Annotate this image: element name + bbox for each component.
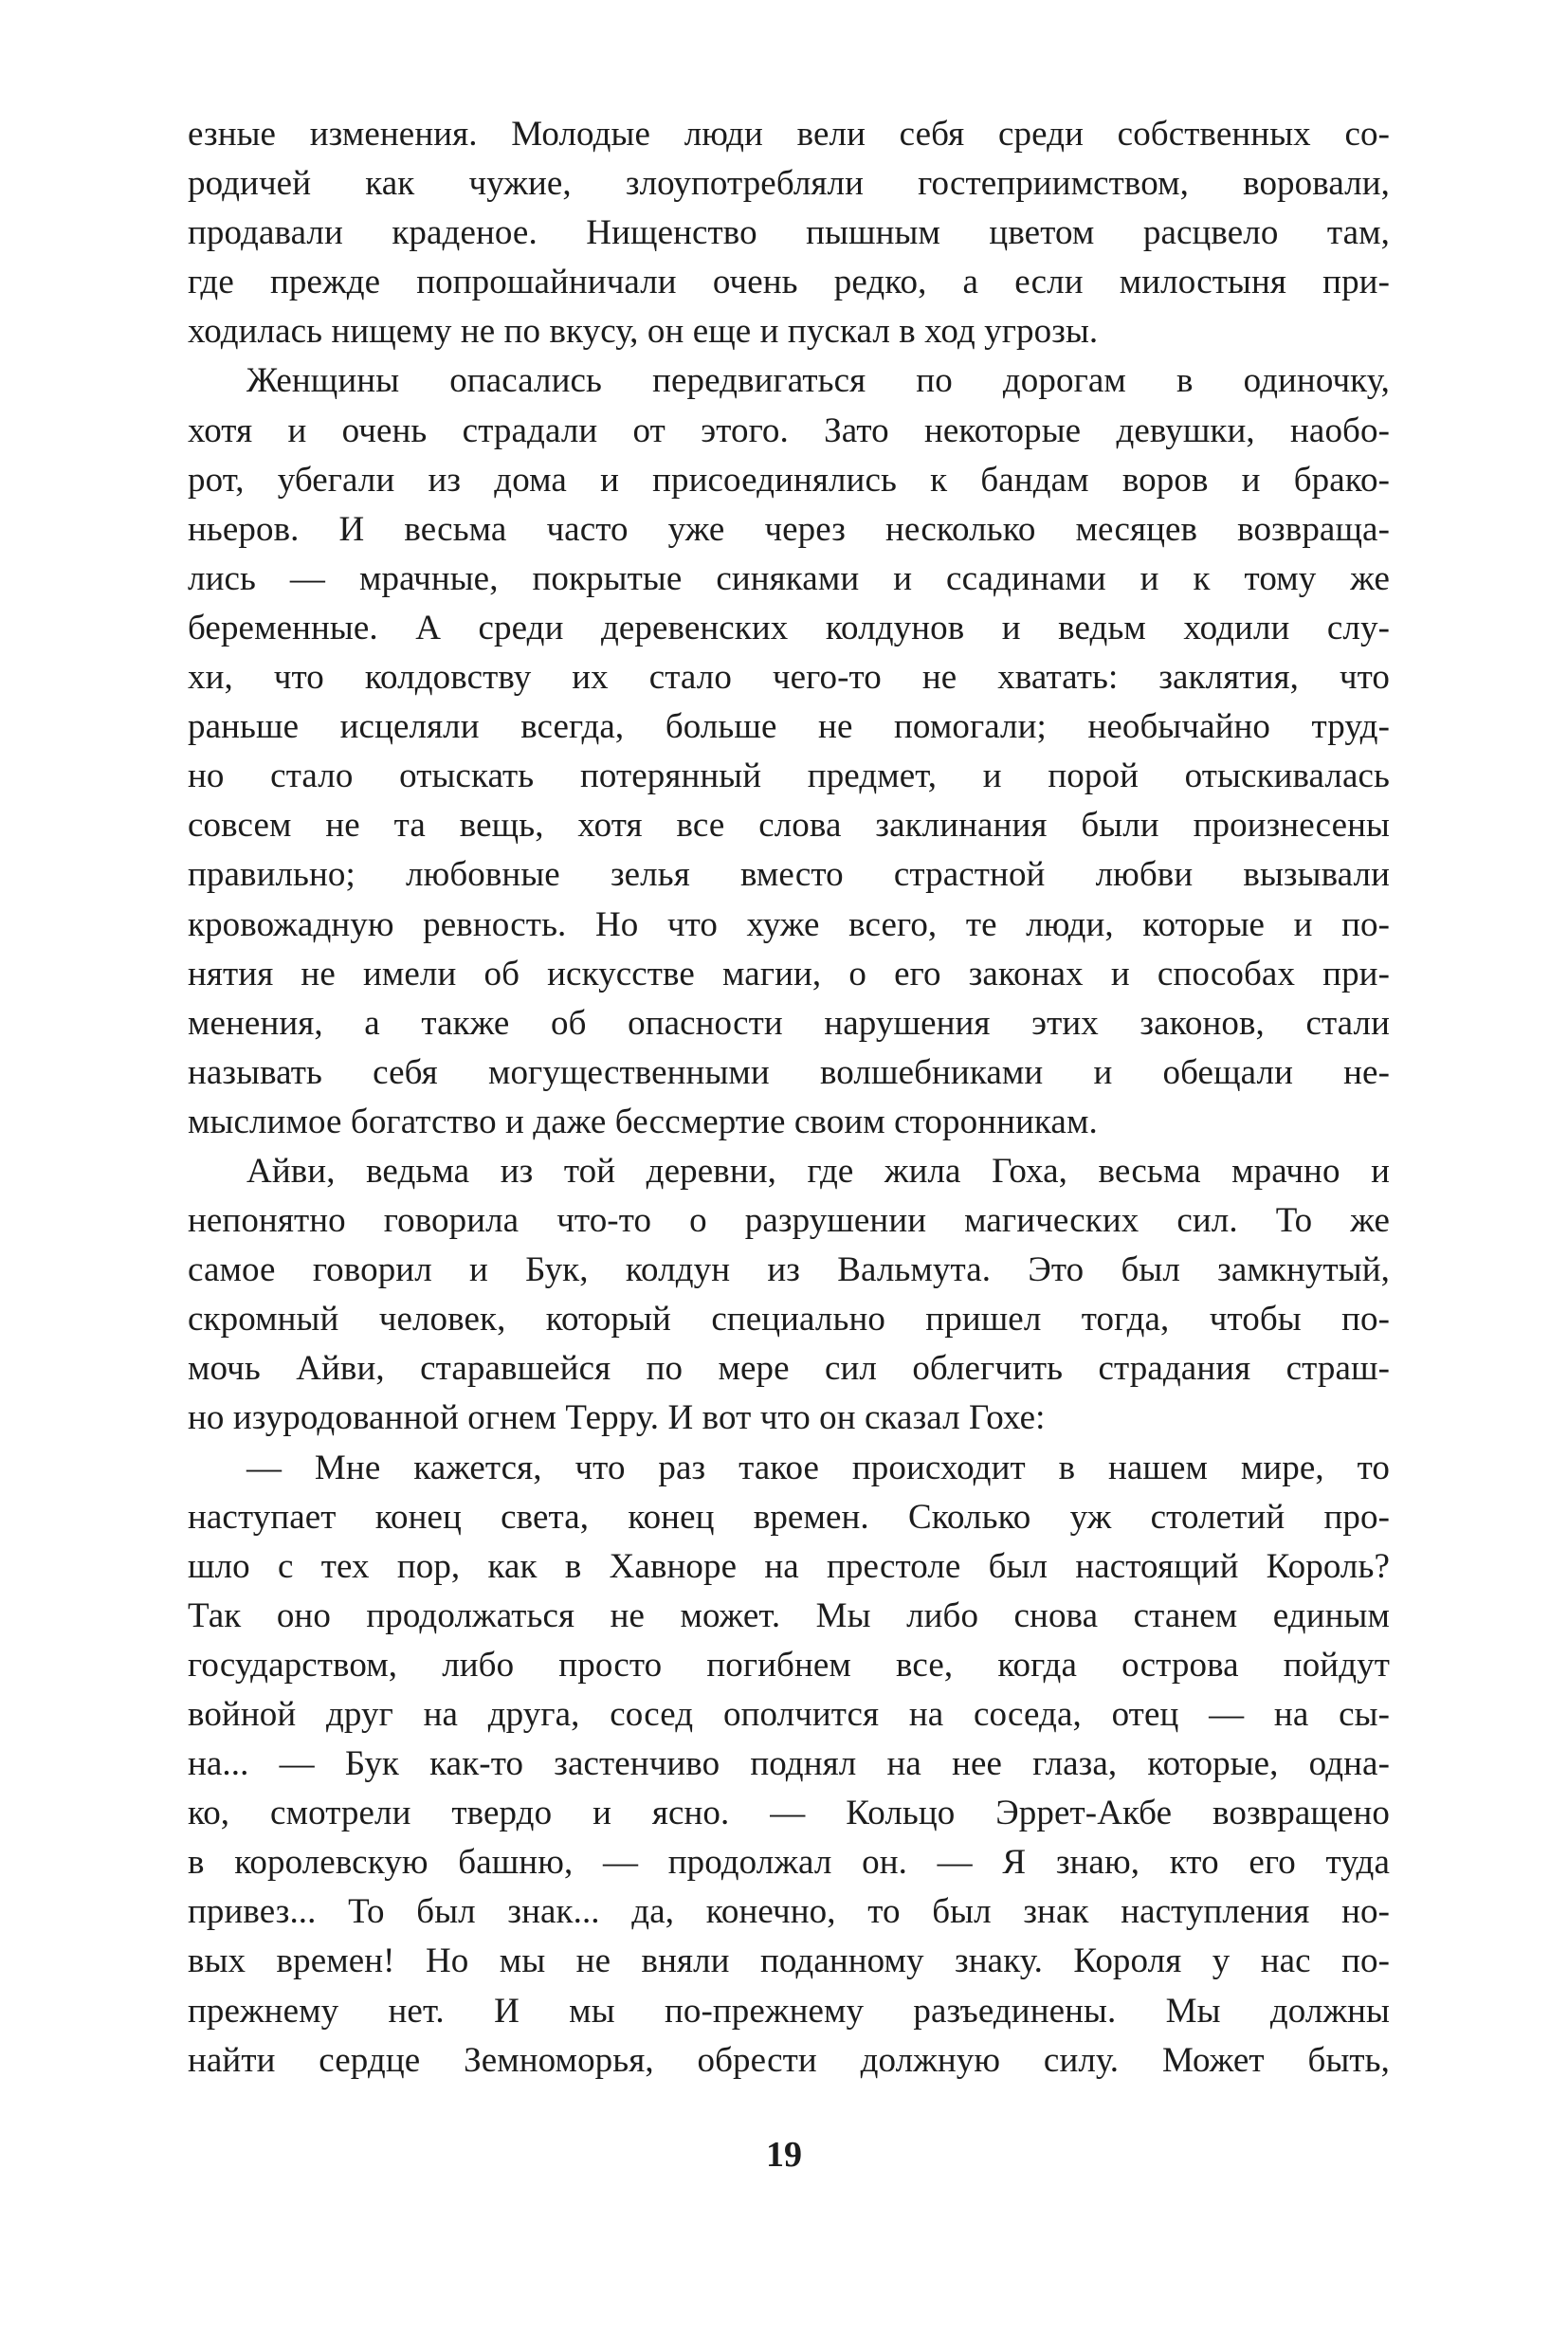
text-line: ко, смотрели твердо и ясно. — Кольцо Эррет-Акбе возвращено — [188, 1794, 1390, 1833]
text-line: шло с тех пор, как в Хавноре на престоле был настоящий Король? — [188, 1546, 1390, 1586]
text-line: ньеров. И весьма часто уже через несколько месяцев возвраща- — [188, 509, 1390, 549]
text-line: раньше исцеляли всегда, больше не помогали; необычайно труд- — [188, 707, 1390, 747]
text-line: менения, а также об опасности нарушения этих законов, стали — [188, 1003, 1390, 1043]
text-line: вых времен! Но мы не вняли поданному знаку. Короля у нас по- — [188, 1941, 1390, 1981]
text-line: мыслимое богатство и даже бессмертие своим сторонникам. — [188, 1102, 1098, 1141]
text-line: но изуродованной огнем Терру. И вот что он сказал Гохе: — [188, 1398, 1046, 1438]
text-line: но стало отыскать потерянный предмет, и порой отыскивалась — [188, 756, 1390, 796]
paragraph — [188, 110, 1390, 356]
text-line: — Мне кажется, что раз такое происходит в нашем мире, то — [246, 1448, 1390, 1487]
text-line: наступает конец света, конец времен. Сколько уж столетий про- — [188, 1497, 1390, 1537]
body-text — [188, 110, 1390, 2086]
text-line: рот, убегали из дома и присоединялись к бандам воров и брако- — [188, 460, 1390, 500]
text-line: на... — Бук как-то застенчиво поднял на нее глаза, которые, одна- — [188, 1744, 1390, 1784]
text-line: беременные. А среди деревенских колдунов и ведьм ходили слу- — [188, 608, 1390, 647]
text-line: правильно; любовные зелья вместо страстной любви вызывали — [188, 855, 1390, 895]
page-number: 19 — [766, 2135, 802, 2175]
text-line: непонятно говорила что-то о разрушении магических сил. То же — [188, 1201, 1390, 1241]
text-line: совсем не та вещь, хотя все слова заклинания были произнесены — [188, 806, 1390, 846]
text-line: самое говорил и Бук, колдун из Вальмута. Это был замкнутый, — [188, 1250, 1390, 1290]
text-line: нятия не имели об искусстве магии, о его законах и способах при- — [188, 954, 1390, 993]
text-line: скромный человек, который специально пришел тогда, чтобы по- — [188, 1300, 1390, 1340]
text-line: езные изменения. Молодые люди вели себя среди собственных со- — [188, 115, 1390, 154]
text-line: называть себя могущественными волшебниками и обещали не- — [188, 1052, 1390, 1092]
text-line: Женщины опасались передвигаться по дорогам в одиночку, — [246, 361, 1390, 401]
text-line: где прежде попрошайничали очень редко, а если милостыня при- — [188, 263, 1390, 302]
text-line: лись — мрачные, покрытые синяками и ссадинами и к тому же — [188, 558, 1390, 598]
paragraph — [188, 356, 1390, 1147]
text-line: государством, либо просто погибнем все, когда острова пойдут — [188, 1645, 1390, 1685]
text-line: хи, что колдовству их стало чего-то не хватать: заклятия, что — [188, 658, 1390, 698]
paragraph — [188, 1147, 1390, 1444]
text-line: хотя и очень страдали от этого. Зато некоторые девушки, наобо- — [188, 410, 1390, 450]
text-line: Айви, ведьма из той деревни, где жила Гоха, весьма мрачно и — [246, 1151, 1390, 1191]
text-line: Так оно продолжаться не может. Мы либо снова станем единым — [188, 1595, 1390, 1635]
text-line: привез... То был знак... да, конечно, то был знак наступления но- — [188, 1892, 1390, 1932]
text-line: продавали краденое. Нищенство пышным цветом расцвело там, — [188, 213, 1390, 253]
paragraph — [188, 1444, 1390, 2086]
text-line: ходилась нищему не по вкусу, он еще и пускал в ход угрозы. — [188, 312, 1099, 352]
text-line: в королевскую башню, — продолжал он. — Я знаю, кто его туда — [188, 1843, 1390, 1883]
text-line: найти сердце Земноморья, обрести должную силу. Может быть, — [188, 2040, 1390, 2080]
text-line: мочь Айви, старавшейся по мере сил облегчить страдания страш- — [188, 1349, 1390, 1389]
text-line: прежнему нет. И мы по-прежнему разъединены. Мы должны — [188, 1991, 1390, 2031]
text-line: родичей как чужие, злоупотребляли гостеприимством, воровали, — [188, 164, 1390, 204]
text-line: кровожадную ревность. Но что хуже всего, те люди, которые и по- — [188, 904, 1390, 944]
text-line: войной друг на друга, сосед ополчится на соседа, отец — на сы- — [188, 1695, 1390, 1734]
